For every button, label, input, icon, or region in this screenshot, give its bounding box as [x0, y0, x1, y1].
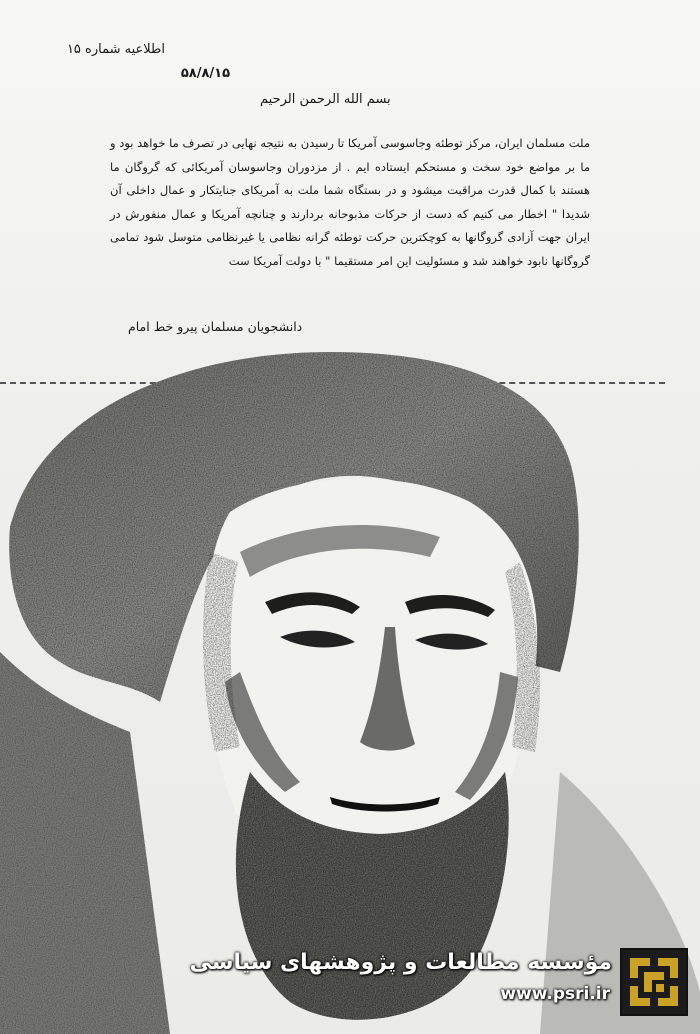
- watermark-org-name: مؤسسه مطالعات و پژوهشهای سیاسی: [189, 950, 612, 975]
- portrait-image: [0, 352, 700, 1034]
- watermark-url: www.psri.ir: [500, 984, 610, 1004]
- bismillah-heading: بسم الله الرحمن الرحیم: [260, 92, 391, 107]
- notice-date: ۵۸/۸/۱۵: [180, 66, 230, 81]
- psri-logo-icon: [620, 948, 688, 1016]
- notice-title: اطلاعیه شماره ۱۵: [66, 42, 165, 57]
- signature: دانشجویان مسلمان پیرو خط امام: [128, 319, 303, 334]
- notice-body: ملت مسلمان ایران، مرکز توطئه وجاسوسی آمریکا تا رسیدن به نتیجه نهایی در تصرف ما خواهد بود و ما بر مواضع خود سخت و مستحکم ایستاده ایم . از مزدوران وجاسوسان آمریکائی که گروگان ما هستند با کمال قدرت مراقبت میشود و در بستگاه شما ملت به آمریکای جنایتکار و عمال داخلی آن شدیدا " اخطار می کنیم که دست از حرکات مذبوحانه بردارند و چنانچه آمریکا و عمال منفورش در ایران جهت آزادی گروگانها به کوچکترین حرکت توطئه گرانه نظامی یا غیرنظامی متوسل شود تمامی گروگانها نابود خواهند شد و مسئولیت این امر مستقیما " با دولت آمریکا ست: [110, 136, 590, 268]
